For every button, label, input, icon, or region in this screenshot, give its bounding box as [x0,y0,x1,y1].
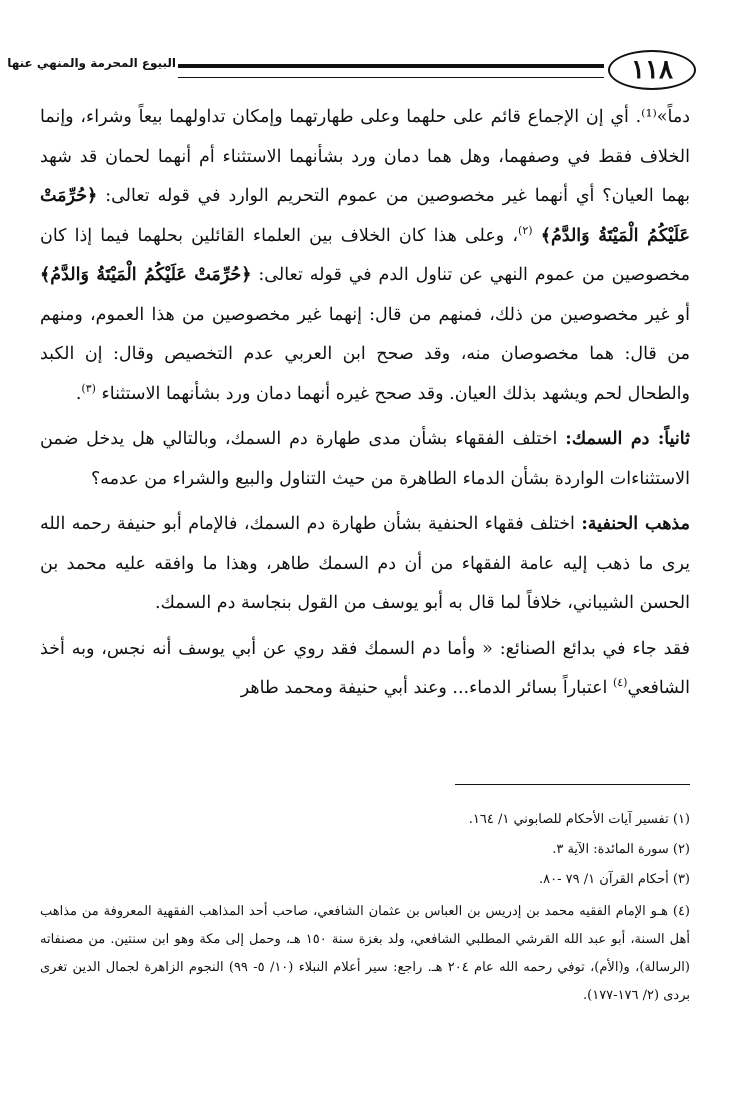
footnote-4: (٤) هـو الإمام الفقيه محمد بن إدريس بن العباس بن عثمان الشافعي، صاحب أحد المذاهب الفقهية المعروفة من مذاهب أهل السنة، أبو عبد الله القرشي المطلبي الشافعي، ولد بغزة سنة ١٥٠ هـ، وحمل إلى مكة وهو ابن سنتين. من مصنفاته (الرسالة)، و(الأم)، توفي رحمه الله عام ٢٠٤ هـ. راجع: سير أعلام النبلاء (١٠/ ٥- ٩٩) النجوم الزاهرة لجمال الدين تغرى بردى (٢/ ١٧٦-١٧٧). [40,904,690,1003]
footnote-ref-4: (٤) [612,676,628,690]
paragraph-3 [40,505,690,624]
paragraph-1b-text: ، وعلى هذا كان الخلاف بين العلماء القائلين بحلهما فيما إذا كان مخصوصين من عموم النهي عن تناول الدم في قوله تعالى: [40,225,690,285]
footnote-3: (٣) أحكام القرآن ١/ ٧٩ -٨٠. [539,872,690,887]
paragraph-1-text: دماً»⁽¹⁾. أي إن الإجماع قائم على حلهما وعلى طهارتهما وإمكان تداولهما بيعاً وشراء، وإنما الخلاف فقط في وصفهما، وهل هما دمان ورد بشأنهما الاستثناء أم أنهما لحمان قد شهد بهما العيان؟ أي أنهما غير مخصوصين من عموم التحريم الوارد في قوله تعالى: [40,107,690,206]
running-title: البيوع المحرمة والمنهي عنها [7,56,176,70]
quran-verse-1: ﴿حُرِّمَتْ عَلَيْكُمُ الْمَيْتَةُ وَالدَّمُ﴾ [40,186,691,246]
header-rule [178,64,604,78]
paragraph-4b-text: اعتباراً بسائر الدماء... وعند أبي حنيفة ومحمد طاهر [240,678,613,698]
page-number: ١١٨ [608,50,696,90]
paragraph-4-text: فقد جاء في بدائع الصنائع: « وأما دم السمك فقد روي عن أبي يوسف أنه نجس، وبه أخذ الشافعي [40,638,690,698]
footnotes [40,808,690,1010]
footnote-2: (٢) سورة المائدة: الآية ٣. [552,842,690,857]
section-heading-fish-blood: ثانياً: دم السمك: [565,429,690,449]
footnote-1: (١) تفسير آيات الأحكام للصابوني ١/ ١٦٤. [468,812,690,827]
page-header [7,44,696,94]
paragraph-2-text: اختلف الفقهاء بشأن مدى طهارة دم السمك، وبالتالي هل يدخل ضمن الاستثناءات الواردة بشأن الدماء الطاهرة من حيث التناول والبيع والشراء من عدمه؟ [40,429,690,489]
quran-verse-2: ﴿حُرِّمَتْ عَلَيْكُمُ الْمَيْتَةُ وَالدَّمُ﴾ [40,265,252,285]
paragraph-2 [40,420,690,499]
paragraph-1c-text: أو غير مخصوصين من ذلك، فمنهم من قال: إنهما غير مخصوصين من هذا العموم، ومنهم من قال: هما مخصوصان منه، وقد صحح ابن العربي عدم التخصيص وقال: إن الكبد والطحال لحم ويشهد بذلك العيان. وقد صحح غيره أنهما دمان ورد بشأنهما الاستثناء [40,304,690,404]
paragraph-1 [40,98,690,414]
body-text [40,98,690,709]
footnote-separator [455,784,690,785]
footnote-ref-2: (٢) [518,223,533,237]
paragraph-1d-text: . [75,383,82,404]
footnote-ref-3: (٣) [81,381,96,395]
paragraph-4 [40,630,690,709]
section-heading-hanafi: مذهب الحنفية: [581,514,690,534]
paragraph-3-text: اختلف فقهاء الحنفية بشأن طهارة دم السمك، فالإمام أبو حنيفة رحمه الله يرى ما ذهب إليه عامة الفقهاء من أن دم السمك طاهر، وهذا ما وافقه عليه محمد بن الحسن الشيباني، خلافاً لما قال به أبو يوسف من القول بنجاسة دم السمك. [40,514,690,613]
